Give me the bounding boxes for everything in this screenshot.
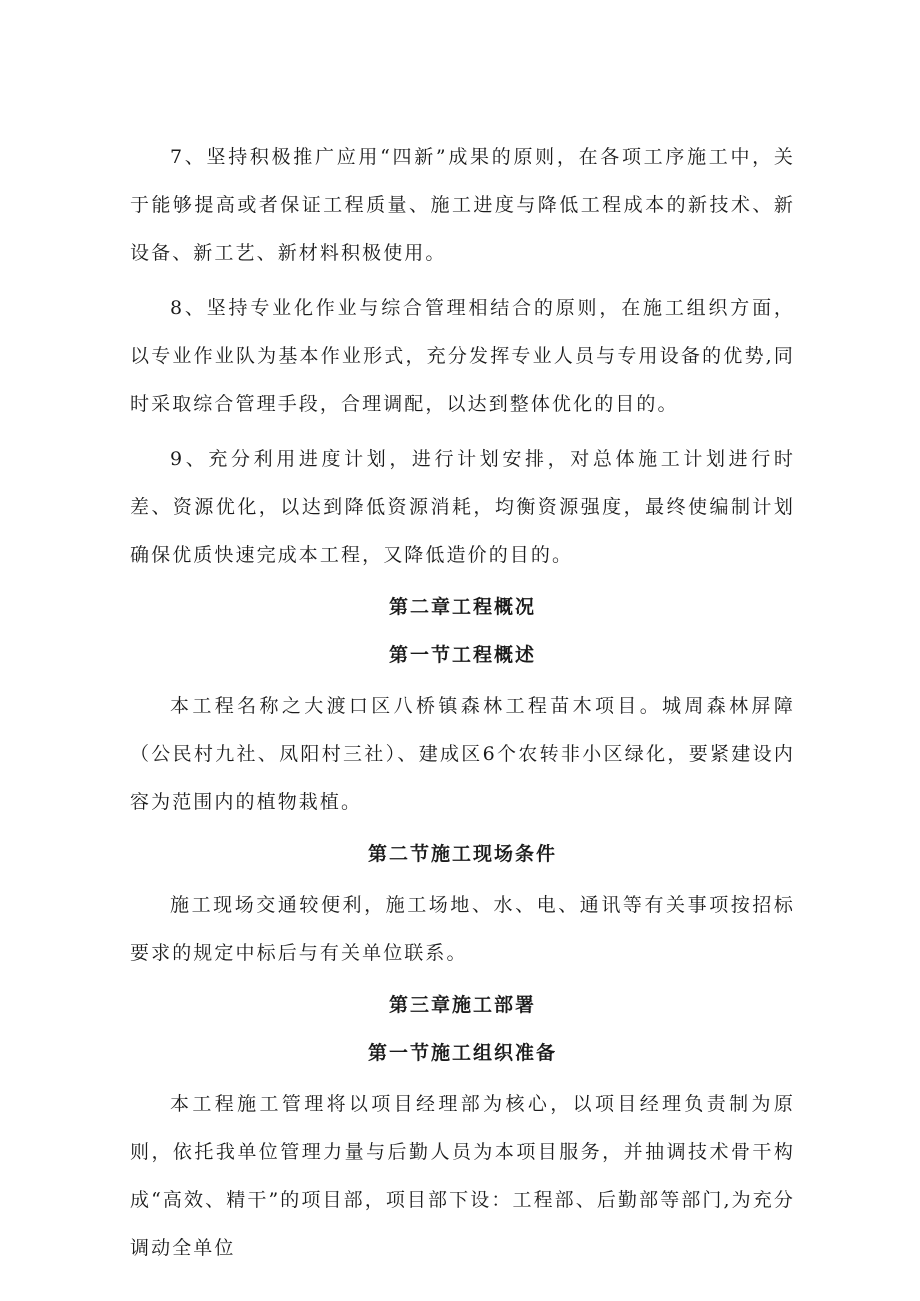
paragraph-principle-7: 7、坚持积极推广应用“四新”成果的原则，在各项工序施工中，关于能够提高或者保证工程质量、施工进度与降低工程成本的新技术、新设备、新工艺、新材料积极使用。 xyxy=(130,146,795,264)
paragraph-organization-preparation: 本工程施工管理将以项目经理部为核心，以项目经理负责制为原则，依托我单位管理力量与后勤人员为本项目服务，并抽调技术骨干构成“高效、精干”的项目部，项目部下设：工程部、后勤部等部门,为充分调动全单位 xyxy=(130,1093,795,1259)
chapter-heading-project-overview: 第二章工程概况 xyxy=(388,596,536,618)
section-heading-project-description: 第一节工程概述 xyxy=(388,644,536,666)
paragraph-principle-9: 9、充分利用进度计划，进行计划安排，对总体施工计划进行时差、资源优化，以达到降低资源消耗，均衡资源强度，最终使编制计划确保优质快速完成本工程，又降低造价的目的。 xyxy=(130,448,795,566)
paragraph-site-conditions: 施工现场交通较便利，施工场地、水、电、通讯等有关事项按招标要求的规定中标后与有关单位联系。 xyxy=(130,894,795,964)
paragraph-project-description: 本工程名称之大渡口区八桥镇森林工程苗木项目。城周森林屏障（公民村九社、凤阳村三社）、建成区6个农转非小区绿化，要紧建设内容为范围内的植物栽植。 xyxy=(130,695,795,813)
paragraph-principle-8: 8、坚持专业化作业与综合管理相结合的原则，在施工组织方面，以专业作业队为基本作业形式，充分发挥专业人员与专用设备的优势,同时采取综合管理手段，合理调配，以达到整体优化的目的。 xyxy=(130,297,795,415)
document-body xyxy=(130,133,795,1279)
section-heading-site-conditions: 第二节施工现场条件 xyxy=(367,843,557,865)
section-heading-organization-preparation: 第一节施工组织准备 xyxy=(367,1042,557,1064)
chapter-heading-construction-deployment: 第三章施工部署 xyxy=(388,994,536,1016)
